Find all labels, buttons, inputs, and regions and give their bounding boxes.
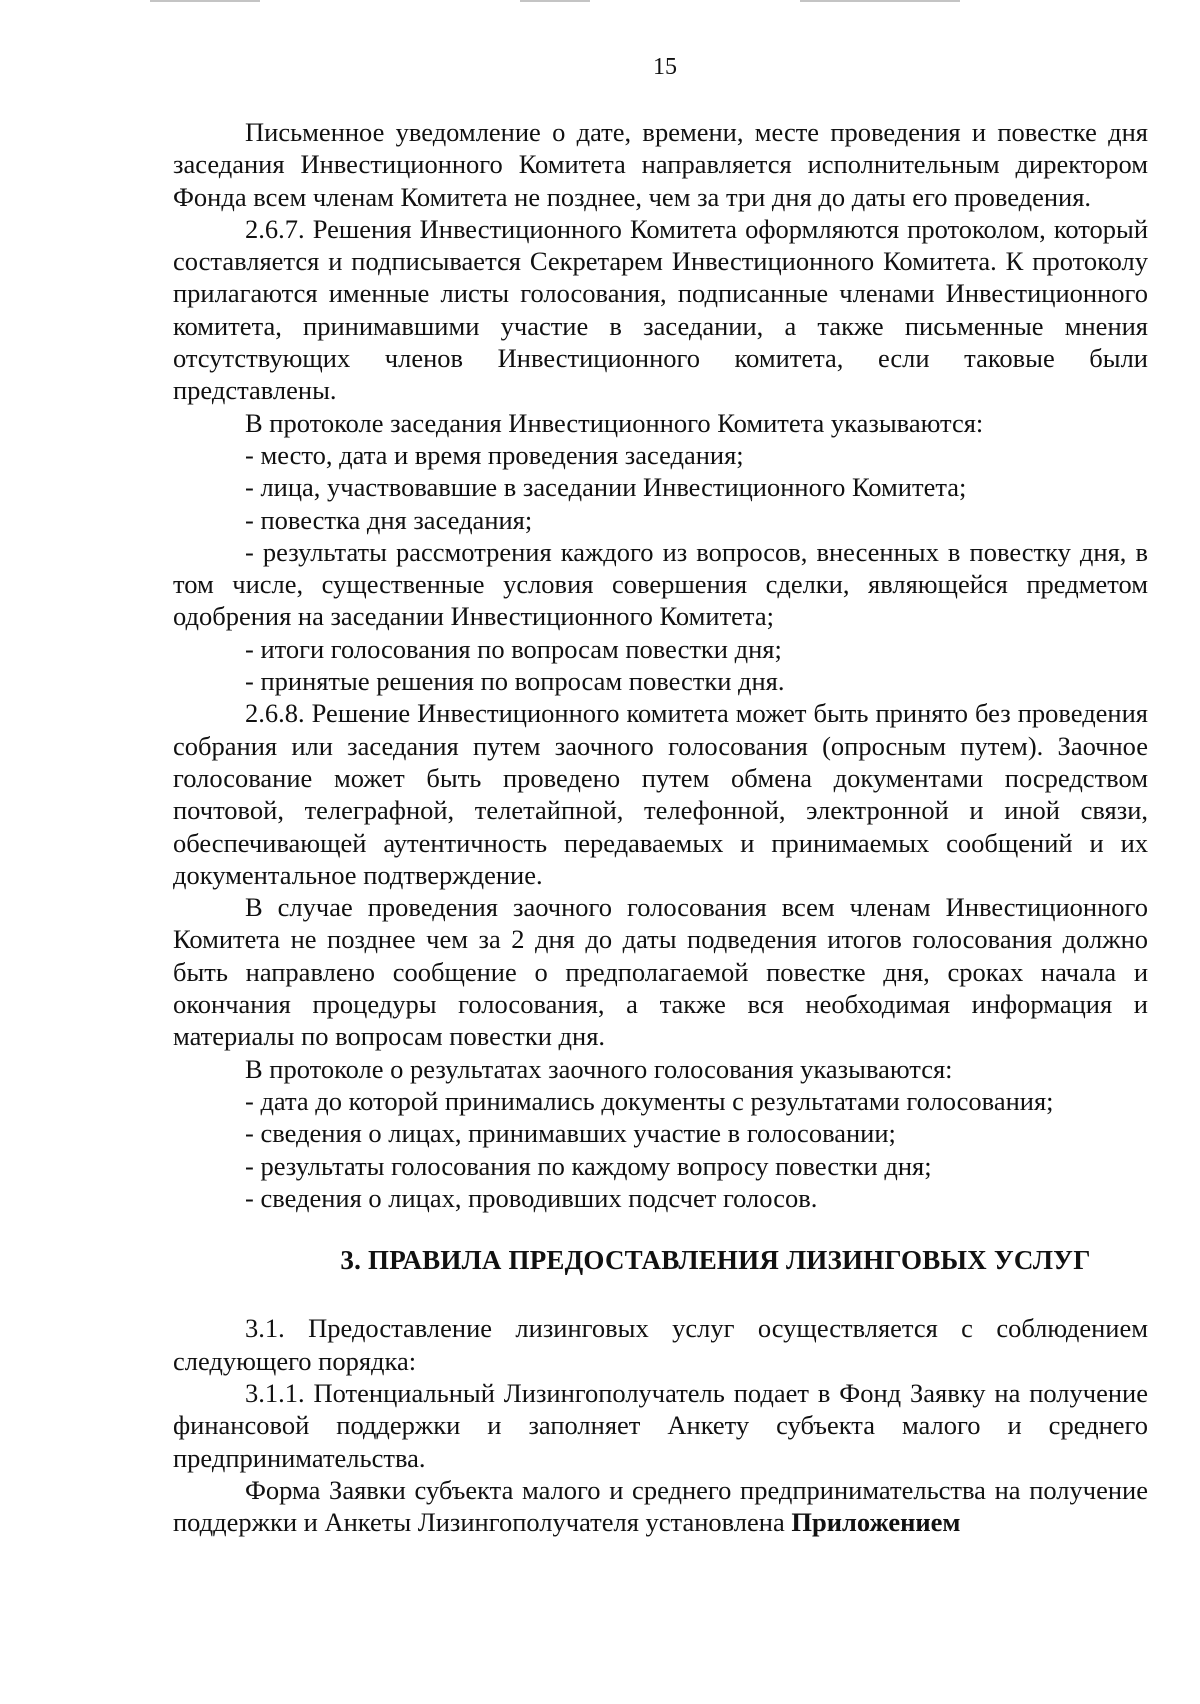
scan-artifact xyxy=(520,0,590,2)
paragraph-2-6-8: 2.6.8. Решение Инвестиционного комитета может быть принято без проведения собрания или заседания путем заочного голосования (опросным путем). Заочное голосование может быть проведено путем обмена документами посредством почтовой, телеграфной, телетайпной, телефонной, электронной и иной связи, обеспечивающей аутентичность передаваемых и принимаемых сообщений и их документальное подтверждение. xyxy=(173,698,1148,890)
paragraph xyxy=(173,1474,1148,1539)
paragraph: Письменное уведомление о дате, времени, месте проведения и повестке дня заседания Инвестиционного Комитета направляется исполнительным директором Фонда всем членам Комитета не позднее, чем за три дня до даты его проведения. xyxy=(173,117,1148,212)
page-number: 15 xyxy=(653,54,677,80)
list-item: - сведения о лицах, проводивших подсчет голосов. xyxy=(245,1182,818,1213)
list-item: - дата до которой принимались документы с результатами голосования; xyxy=(245,1085,1054,1116)
list-item: - принятые решения по вопросам повестки дня. xyxy=(245,666,785,697)
list-item: - результаты рассмотрения каждого из вопросов, внесенных в повестку дня, в том числе, существенные условия совершения сделки, являющейся предметом одобрения на заседании Инвестиционного Комитета; xyxy=(173,536,1148,632)
paragraph: В случае проведения заочного голосования всем членам Инвестиционного Комитета не позднее чем за 2 дня до даты подведения итогов голосования должно быть направлено сообщение о предполагаемой повестке дня, сроках начала и окончания процедуры голосования, а также вся необходимая информация и материалы по вопросам повестки дня. xyxy=(173,892,1148,1052)
paragraph-text: Форма Заявки субъекта малого и среднего предпринимательства на получение поддержки и Анкеты Лизингополучателя установлена xyxy=(173,1474,1148,1538)
paragraph-3-1: 3.1. Предоставление лизинговых услуг осуществляется с соблюдением следующего порядка: xyxy=(173,1313,1148,1376)
appendix-reference: Приложением xyxy=(791,1507,961,1538)
list-item: - сведения о лицах, принимавших участие в голосовании; xyxy=(245,1118,896,1149)
list-item: - результаты голосования по каждому вопросу повестки дня; xyxy=(245,1150,932,1181)
list-item: - место, дата и время проведения заседания; xyxy=(245,439,744,470)
paragraph: В протоколе о результатах заочного голосования указываются: xyxy=(245,1053,953,1084)
section-heading: 3. ПРАВИЛА ПРЕДОСТАВЛЕНИЯ ЛИЗИНГОВЫХ УСЛУГ xyxy=(340,1245,1091,1276)
list-item: - итоги голосования по вопросам повестки дня; xyxy=(245,633,782,664)
list-item: - повестка дня заседания; xyxy=(245,504,533,535)
list-item: - лица, участвовавшие в заседании Инвестиционного Комитета; xyxy=(245,472,967,503)
paragraph-3-1-1: 3.1.1. Потенциальный Лизингополучатель подает в Фонд Заявку на получение финансовой поддержки и заполняет Анкету субъекта малого и среднего предпринимательства. xyxy=(173,1377,1148,1473)
scan-artifact xyxy=(150,0,260,2)
paragraph-2-6-7: 2.6.7. Решения Инвестиционного Комитета оформляются протоколом, который составляется и подписывается Секретарем Инвестиционного Комитета. К протоколу прилагаются именные листы голосования, подписанные членами Инвестиционного комитета, принимавшими участие в заседании, а также письменные мнения отсутствующих членов Инвестиционного комитета, если таковые были представлены. xyxy=(173,213,1148,406)
document-body xyxy=(173,116,1148,1538)
scan-artifact xyxy=(800,0,960,2)
paragraph: В протоколе заседания Инвестиционного Комитета указываются: xyxy=(245,407,984,438)
